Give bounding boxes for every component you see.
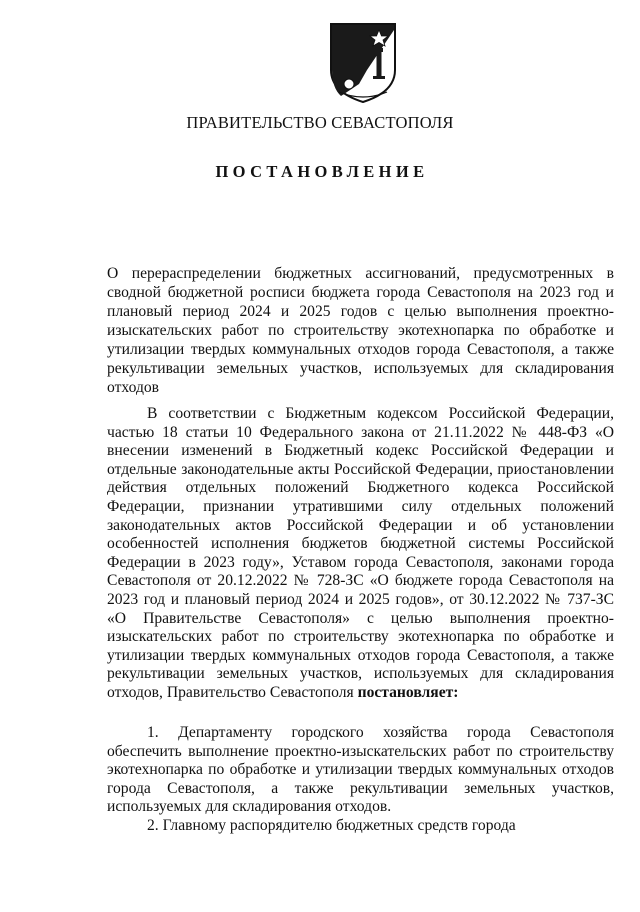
resolution-item: 2. Главному распорядителю бюджетных средств города [147,816,516,834]
document-subject: О перераспределении бюджетных ассигнований, предусмотренных в сводной бюджетной росписи бюджета города Севастополя на 2023 год и плановый период 2024 и 2025 годов с целью выполнения проектно-изыскательских работ по строительству экотехнопарка по обработке и утилизации твердых коммунальных отходов города Севастополя, а также рекультивации земельных участков, используемых для складирования отходов [107,265,614,396]
sevastopol-coat-of-arms-icon [327,22,399,104]
document-type: ПОСТАНОВЛЕНИЕ [215,162,429,181]
preamble-paragraph [107,405,614,703]
organization-name: ПРАВИТЕЛЬСТВО СЕВАСТОПОЛЯ [186,113,454,132]
resolution-item: 1. Департаменту городского хозяйства города Севастополя обеспечить выполнение проектно-изыскательских работ по строительству экотехнопарка по обработке и утилизации твердых коммунальных отходов города Севастополя, а также рекультивации земельных участков, используемых для складирования отходов. [107,724,614,816]
resolves-word: постановляет: [357,683,459,701]
preamble-text: В соответствии с Бюджетным кодексом Российской Федерации, частью 18 статьи 10 Федерального закона от 21.11.2022 № 448-ФЗ «О внесении изменений в Бюджетный кодекс Российской Федерации и отдельные законодательные акты Российской Федерации, приостановлении действия отдельных положений Бюджетного кодекса Российской Федерации, признании утратившими силу отдельных положений законодательных актов Российской Федерации и об установлении особенностей исполнения бюджетов бюджетной системы Российской Федерации в 2023 году», Уставом города Севастополя, законами города Севастополя от 20.12.2022 № 728-ЗС «О бюджете города Севастополя на 2023 год и плановый период 2024 и 2025 годов», от 30.12.2022 № 737-ЗС «О Правительстве Севастополя» с целью выполнения проектно-изыскательских работ по строительству экотехнопарка по обработке и утилизации твердых коммунальных отходов города Севастополя, а также рекультивации земельных участков, используемых для складирования отходов, Правительство Севастополя [107,405,614,701]
resolution-items [107,724,614,836]
